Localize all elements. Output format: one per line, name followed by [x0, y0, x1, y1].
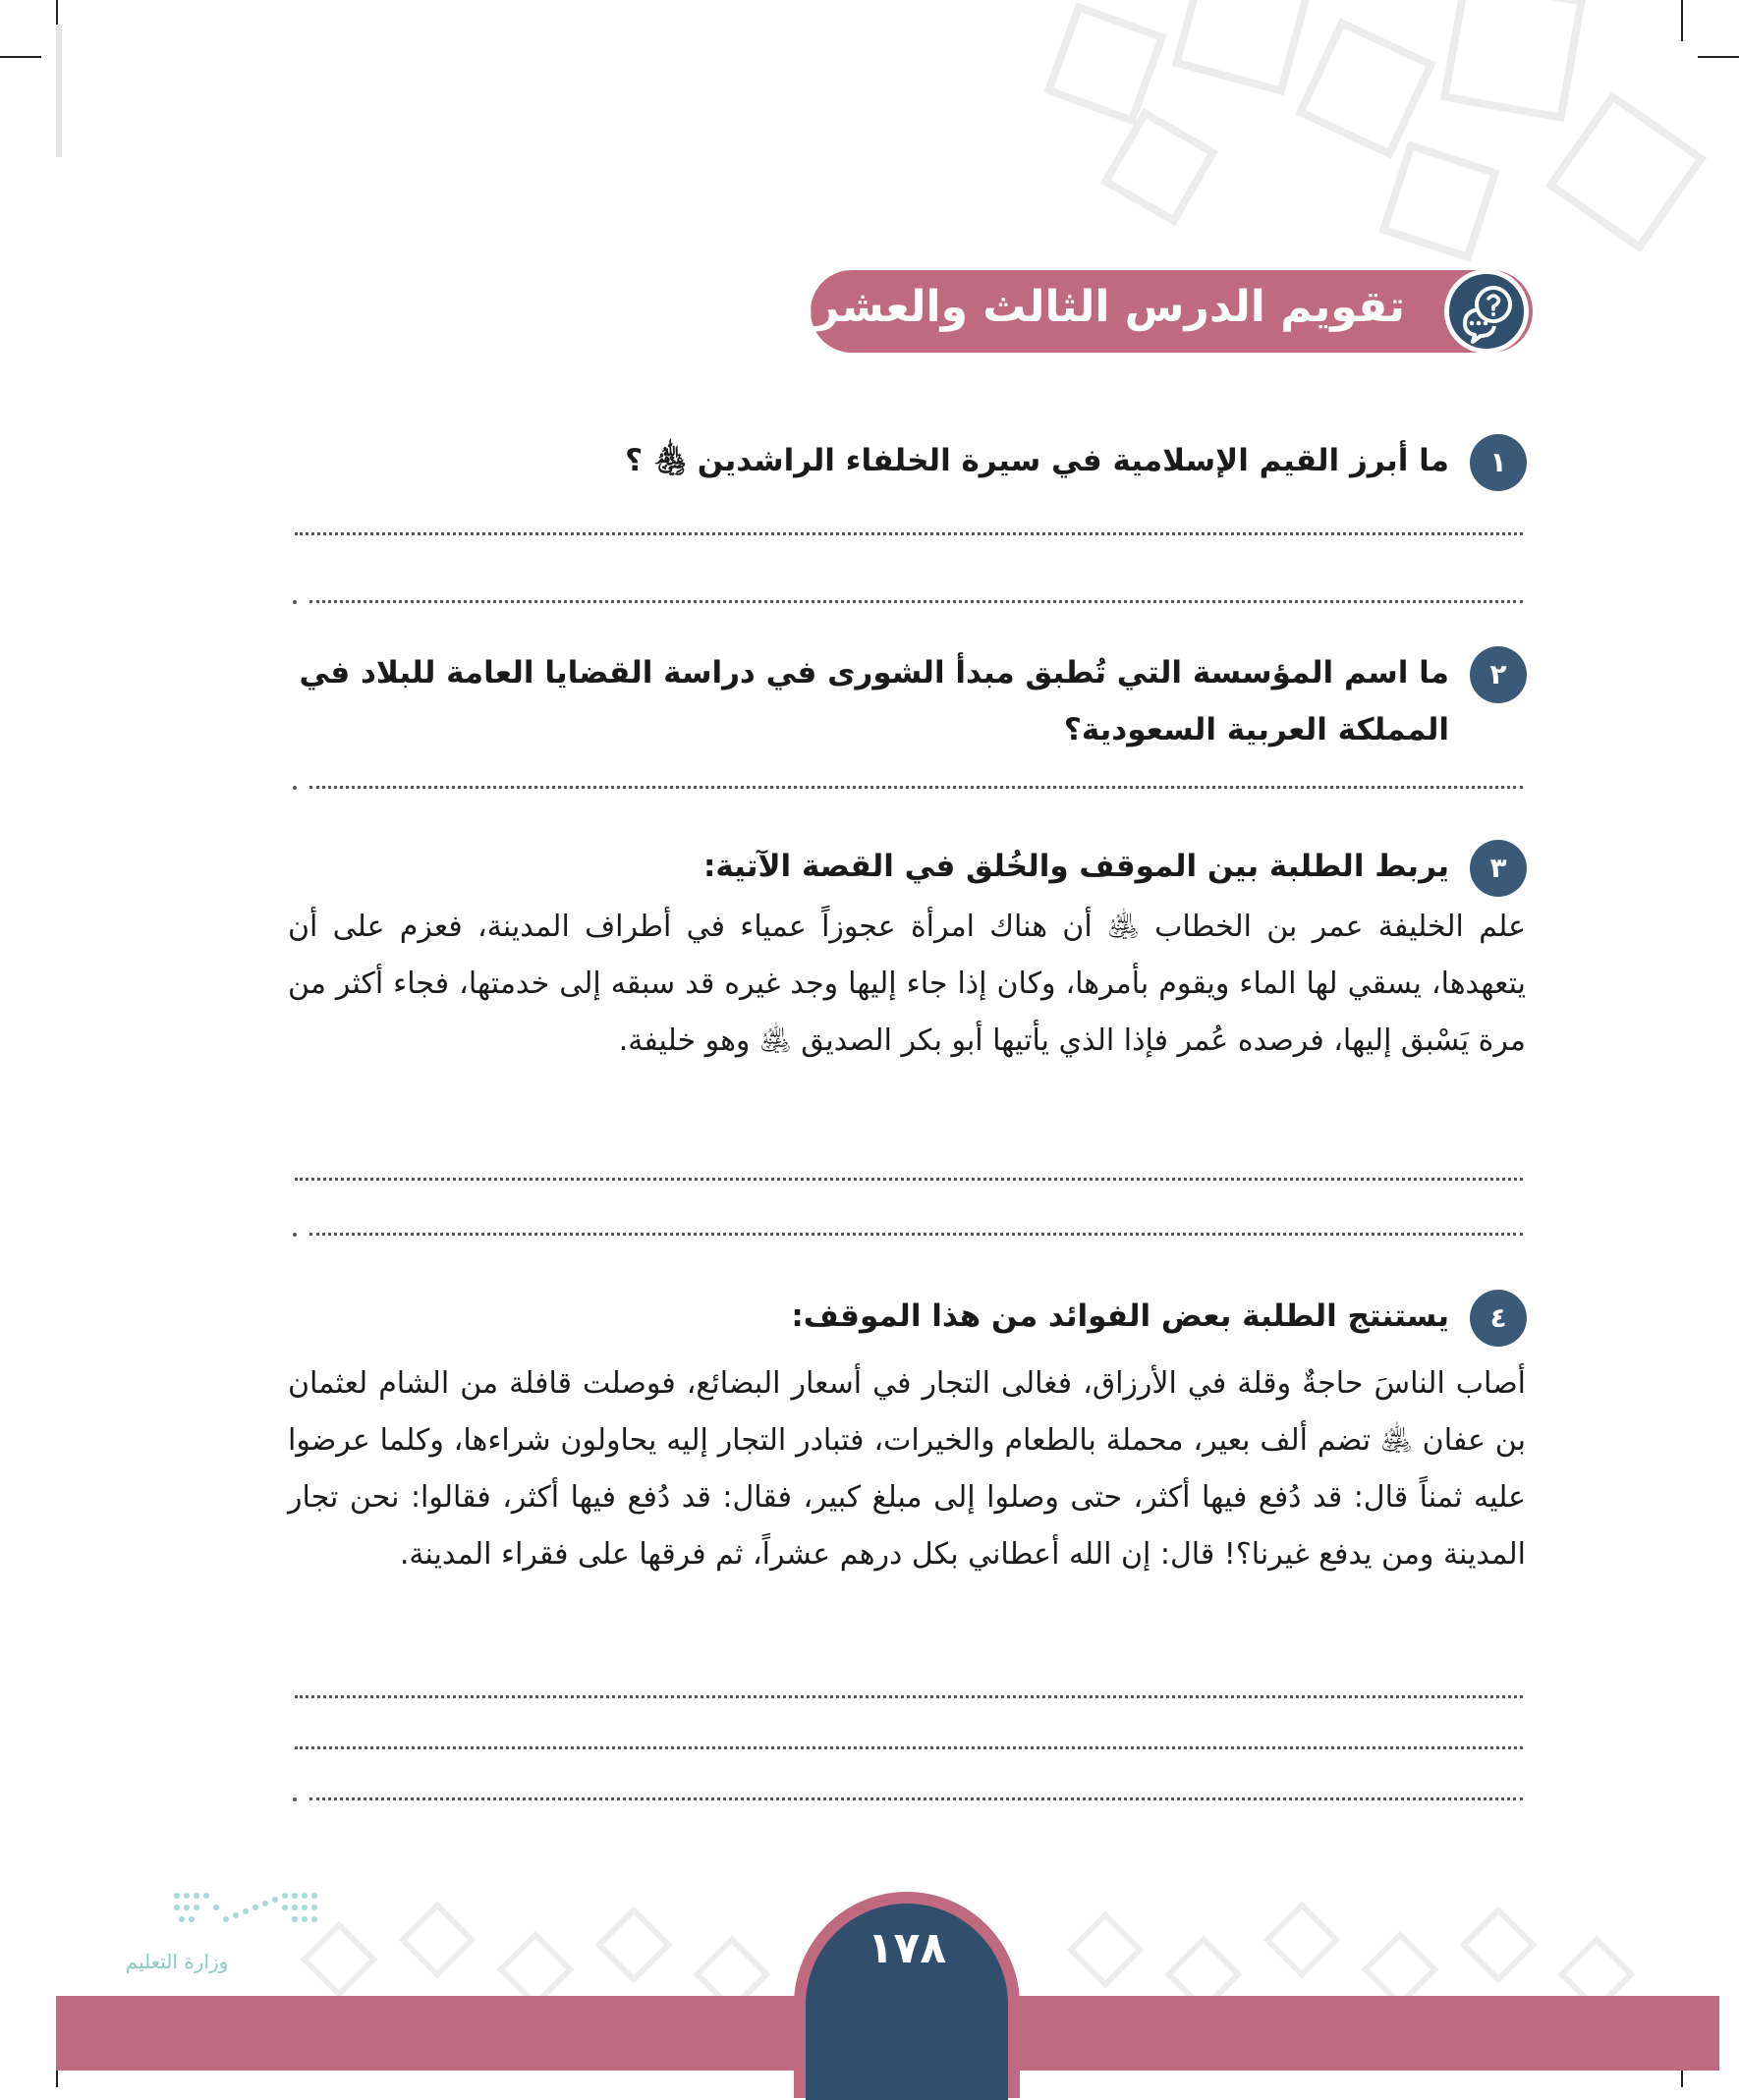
question-number-badge: ٣ [1470, 840, 1527, 897]
answer-line[interactable] [309, 786, 1523, 789]
answer-line[interactable] [309, 1233, 1523, 1236]
question-2-text: ما اسم المؤسسة التي تُطبق مبدأ الشورى في دراسة القضايا العامة للبلاد في المملكة العربية السعودية؟ [299, 655, 1449, 747]
geometric-pattern [1022, 0, 1710, 314]
question-3-text: يربط الطلبة بين الموقف والخُلق في القصة الآتية: [702, 849, 1449, 884]
answer-line[interactable] [309, 1797, 1523, 1800]
answer-line[interactable] [309, 600, 1523, 603]
answer-line-start [293, 1233, 297, 1237]
answer-line[interactable] [295, 1695, 1523, 1698]
speech-question-icon [1449, 274, 1524, 349]
crop-mark [0, 56, 41, 58]
answer-line-start [293, 786, 297, 790]
ministry-logo-icon [167, 1886, 324, 1945]
question-1-text: ما أبرز القيم الإسلامية في سيرة الخلفاء الراشدين ﵃ ؟ [625, 443, 1449, 478]
ministry-name: وزارة التعليم [125, 1950, 229, 1973]
answer-line[interactable] [295, 1178, 1523, 1181]
question-number-badge: ٢ [1470, 646, 1527, 703]
answer-line-start [293, 1797, 297, 1801]
header-icon-badge [1444, 269, 1529, 354]
question-4-text: يستنتج الطلبة بعض الفوائد من هذا الموقف: [791, 1299, 1449, 1334]
margin-rule [56, 25, 62, 157]
story-passage: أصاب الناسَ حاجةٌ وقلة في الأرزاق، فغالى التجار في أسعار البضائع، فوصلت قافلة من الشام لعثمان بن عفان ﵁ تضم ألف بعير، محملة بالطعام والخيرات، فتبادر التجار إليه يحاولون شراءها، وكلما عرضوا عليه ثمناً قال: قد دُفع فيها أكثر، حتى وصلوا إلى مبلغ كبير، فقال: قد دُفع فيها أكثر، فقالوا: نحن تجار المدينة ومن يدفع غيرنا؟! قال: إن الله أعطاني بكل درهم عشراً، ثم فرقها على فقراء المدينة. [288, 1366, 1526, 1572]
question-number-badge: ١ [1470, 434, 1527, 491]
story-passage: علم الخليفة عمر بن الخطاب ﵁ أن هناك امرأة عجوزاً عمياء في أطراف المدينة، فعزم على أن يتعهدها، يسقي لها الماء ويقوم بأمرها، وكان إذا جاء إليها وجد غيره قد سبقه إلى خدمتها، فجاء أكثر من مرة يَسْبق إليها، فرصده عُمر فإذا الذي يأتيها أبو بكر الصديق ﵁ وهو خليفة. [288, 910, 1526, 1058]
answer-line[interactable] [295, 532, 1523, 535]
question-number-badge: ٤ [1470, 1290, 1527, 1347]
answer-line[interactable] [295, 1746, 1523, 1749]
answer-line-start [293, 600, 297, 604]
lesson-title: تقويم الدرس الثالث والعشرين [758, 282, 1405, 332]
page-number: ١٧٨ [867, 1923, 947, 1973]
